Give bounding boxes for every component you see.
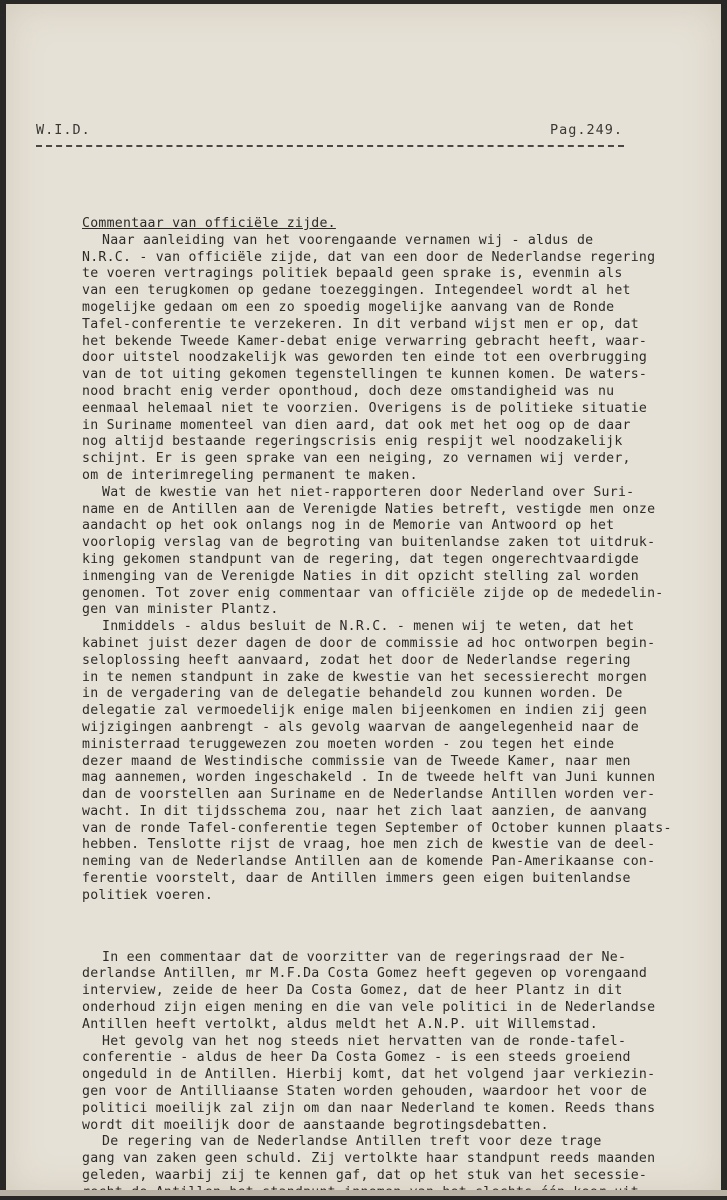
document-page — [6, 4, 721, 1194]
text-line: dan de voorstellen aan Suriname en de Nederlandse Antillen worden ver- — [82, 787, 656, 803]
text-line: Inmiddels - aldus besluit de N.R.C. - menen wij te weten, dat het — [102, 619, 635, 635]
text-line: N.R.C. - van officiële zijde, dat van een door de Nederlandse regering — [82, 249, 656, 265]
text-line: wordt dit moeilijk door de aanstaande begrotingsdebatten. — [82, 1117, 549, 1133]
paragraph-5 — [82, 1034, 682, 1135]
header-page-number: Pag.249. — [550, 122, 624, 138]
text-line: politici moeilijk zal zijn om dan naar Nederland te komen. Reeds thans — [82, 1100, 656, 1116]
text-line: voorlopig verslag van de begroting van buitenlandse zaken tot uitdruk- — [82, 535, 656, 551]
text-line: gen van minister Plantz. — [82, 602, 279, 618]
paragraph-gap — [82, 905, 682, 950]
text-line: hebben. Tenslotte rijst de vraag, hoe men zich de kwestie van de deel- — [82, 837, 656, 853]
text-line: derlandse Antillen, mr M.F.Da Costa Gomez heeft gegeven op vorengaand — [82, 966, 648, 982]
text-line: door uitstel noodzakelijk was geworden ten einde tot een overbrugging — [82, 350, 648, 366]
text-line: van de tot uiting gekomen tegenstellingen te kunnen komen. De waters- — [82, 367, 648, 383]
text-line: onderhoud zijn eigen mening en die van vele politici in de Nederlandse — [82, 1000, 656, 1016]
text-line: geleden, waarbij zij te kennen gaf, dat op het stuk van het secessie- — [82, 1168, 648, 1184]
text-line: king gekomen standpunt van de regering, dat tegen ongerechtvaardigde — [82, 551, 639, 567]
text-line: In een commentaar dat de voorzitter van de regeringsraad der Ne- — [102, 949, 627, 965]
text-line: nood bracht enig verder oponthoud, doch deze omstandigheid was nu — [82, 383, 615, 399]
text-line: mogelijke gedaan om een zo spoedig mogelijke aanvang van de Ronde — [82, 299, 615, 315]
text-line: genomen. Tot zover enig commentaar van officiële zijde op de mededelin- — [82, 585, 664, 601]
text-line: dezer maand de Westindische commissie van de Tweede Kamer, naar men — [82, 753, 631, 769]
text-line: schijnt. Er is geen sprake van een neiging, zo vernamen wij verder, — [82, 451, 631, 467]
text-line: inmenging van de Verenigde Naties in dit opzicht stelling zal worden — [82, 568, 639, 584]
page-edge — [0, 1190, 727, 1196]
text-line: delegatie zal vermoedelijk enige malen bijeenkomen en indien zij geen — [82, 703, 648, 719]
text-line: gang van zaken geen schuld. Zij vertolkte haar standpunt reeds maanden — [82, 1151, 656, 1167]
text-line: neming van de Nederlandse Antillen aan de komende Pan-Amerikaanse con- — [82, 854, 656, 870]
text-line: aandacht op het ook onlangs nog in de Memorie van Antwoord op het — [82, 518, 615, 534]
text-line: gen voor de Antilliaanse Staten worden gehouden, waardoor het voor de — [82, 1084, 648, 1100]
document-body — [82, 216, 682, 1194]
text-line: Naar aanleiding van het voorengaande vernamen wij - aldus de — [102, 232, 594, 248]
text-line: ferentie voorstelt, daar de Antillen immers geen eigen buitenlandse — [82, 871, 631, 887]
text-line: seloplossing heeft aanvaard, zodat het door de Nederlandse regering — [82, 652, 631, 668]
text-line: te voeren vertragings politiek bepaald geen sprake is, evenmin als — [82, 266, 623, 282]
text-line: van een terugkomen op gedane toezeggingen. Integendeel wordt al het — [82, 283, 631, 299]
text-line: Het gevolg van het nog steeds niet hervatten van de ronde-tafel- — [102, 1033, 627, 1049]
text-line: eenmaal helemaal niet te voorzien. Overigens is de politieke situatie — [82, 400, 648, 416]
text-line: Wat de kwestie van het niet-rapporteren door Nederland over Suri- — [102, 484, 635, 500]
text-line: kabinet juist dezer dagen de door de commissie ad hoc ontworpen begin- — [82, 635, 656, 651]
section-title: Commentaar van officiële zijde. — [82, 216, 336, 231]
text-line: De regering van de Nederlandse Antillen treft voor deze trage — [102, 1134, 602, 1150]
text-line: ministerraad teruggewezen zou moeten worden - zou tegen het einde — [82, 736, 615, 752]
text-line: nog altijd bestaande regeringscrisis enig respijt wel noodzakelijk — [82, 434, 623, 450]
text-line: Tafel-conferentie te verzekeren. In dit verband wijst men er op, dat — [82, 316, 639, 332]
text-line: Antillen heeft vertolkt, aldus meldt het A.N.P. uit Willemstad. — [82, 1016, 598, 1032]
header-source: W.I.D. — [36, 122, 91, 138]
text-line: interview, zeide de heer Da Costa Gomez, dat de heer Plantz in dit — [82, 983, 623, 999]
text-line: in de vergadering van de delegatie behandeld zou kunnen worden. De — [82, 686, 623, 702]
paragraph-3 — [82, 619, 682, 905]
text-line: wijzigingen aanbrengt - als gevolg waarvan de aangelegenheid naar de — [82, 719, 639, 735]
paragraph-1 — [82, 233, 682, 485]
text-line: om de interimregeling permanent te maken. — [82, 467, 418, 483]
text-line: ongeduld in de Antillen. Hierbij komt, dat het volgend jaar verkiezin- — [82, 1067, 656, 1083]
text-line: van de ronde Tafel-conferentie tegen September of October kunnen plaats- — [82, 820, 672, 836]
paragraph-6 — [82, 1134, 682, 1194]
text-line: name en de Antillen aan de Verenigde Naties betreft, vestigde men onze — [82, 501, 656, 517]
header-dashed-rule — [36, 145, 624, 147]
text-line: in Suriname momenteel van dien aard, dat ook met het oog op de daar — [82, 417, 631, 433]
text-line: in te nemen standpunt in zake de kwestie van het secessierecht morgen — [82, 669, 648, 685]
paragraph-2 — [82, 485, 682, 619]
text-line: wacht. In dit tijdsschema zou, naar het zich laat aanzien, de aanvang — [82, 803, 648, 819]
text-line: politiek voeren. — [82, 887, 214, 903]
text-line: conferentie - aldus de heer Da Costa Gomez - is een steeds groeiend — [82, 1050, 631, 1066]
paragraph-4 — [82, 950, 682, 1034]
text-line: mag aannemen, worden ingeschakeld . In de tweede helft van Juni kunnen — [82, 770, 656, 786]
text-line: het bekende Tweede Kamer-debat enige verwarring gebracht heeft, waar- — [82, 333, 648, 349]
